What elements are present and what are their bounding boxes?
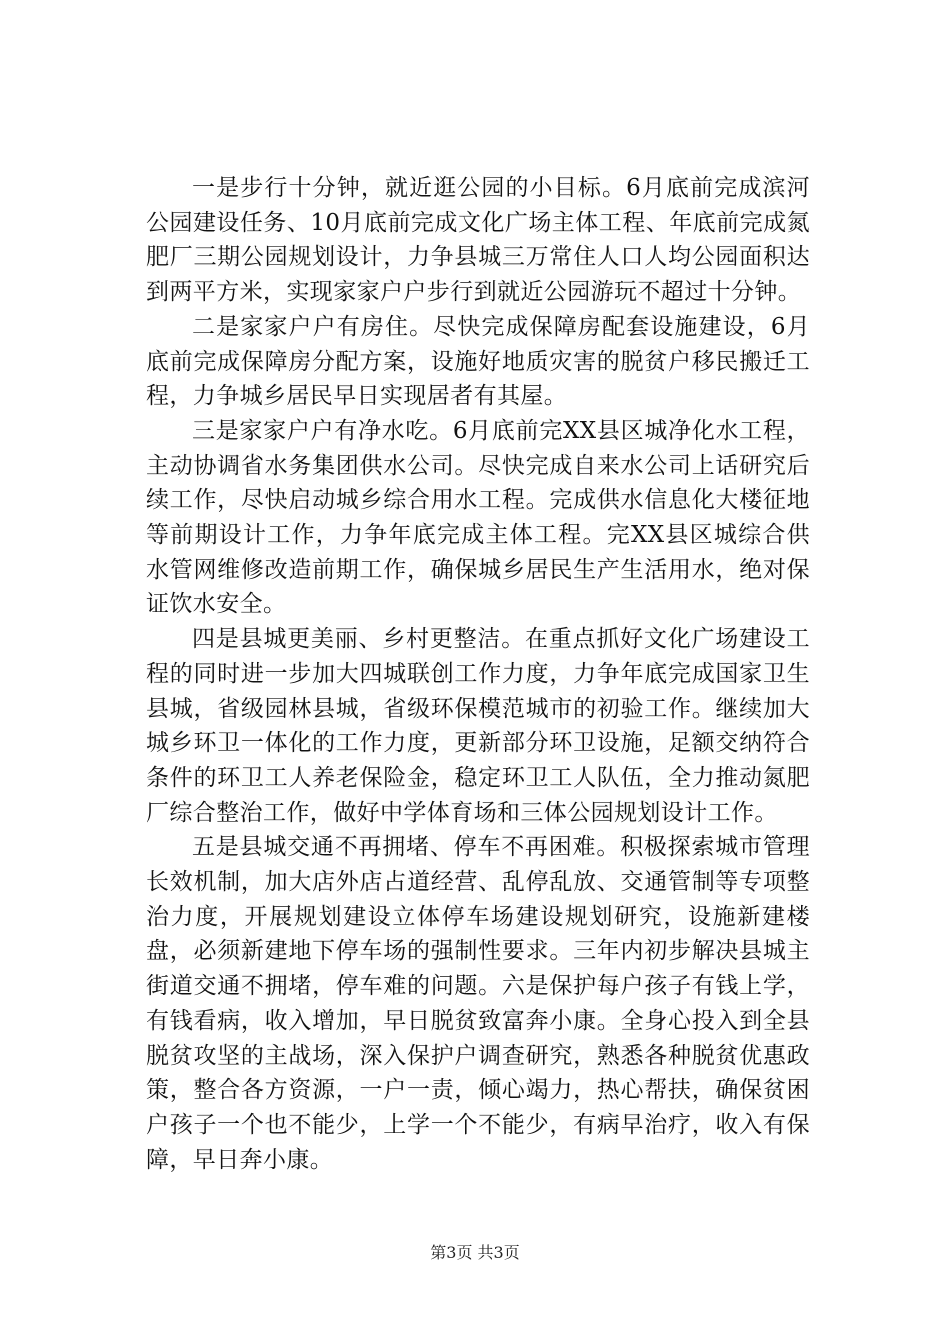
paragraph-housing: 二是家家户户有房住。尽快完成保障房配套设施建设，6月底前完成保障房分配方案，设施好地质灾害的脱贫户移民搬迁工程，力争城乡居民早日实现居者有其屋。: [146, 313, 810, 410]
paragraph-traffic-and-poverty: 五是县城交通不再拥堵、停车不再困难。积极探索城市管理长效机制，加大店外店占道经营、乱停乱放、交通管制等专项整治力度，开展规划建设立体停车场建设规划研究，设施新建楼盘，必须新建地下停车场的强制性要求。三年内初步解决县城主街道交通不拥堵，停车难的问题。六是保护每户孩子有钱上学，有钱看病，收入增加，早日脱贫致富奔小康。全身心投入到全县脱贫攻坚的主战场，深入保护户调查研究，熟悉各种脱贫优惠政策，整合各方资源，一户一责，倾心竭力，热心帮扶，确保贫困户孩子一个也不能少，上学一个不能少，有病早治疗，收入有保障，早日奔小康。: [146, 834, 810, 1173]
document-body: [146, 171, 810, 1177]
paragraph-walk-to-park: 一是步行十分钟，就近逛公园的小目标。6月底前完成滨河公园建设任务、10月底前完成文化广场主体工程、年底前完成氮肥厂三期公园规划设计，力争县城三万常住人口人均公园面积达到两平方米，实现家家户户步行到就近公园游玩不超过十分钟。: [146, 175, 810, 306]
paragraph-city-beautification: 四是县城更美丽、乡村更整洁。在重点抓好文化广场建设工程的同时进一步加大四城联创工作力度，力争年底完成国家卫生县城，省级园林县城，省级环保模范城市的初验工作。继续加大城乡环卫一体化的工作力度，更新部分环卫设施，足额交纳符合条件的环卫工人养老保险金，稳定环卫工人队伍，全力推动氮肥厂综合整治工作，做好中学体育场和三体公园规划设计工作。: [146, 626, 810, 826]
page-number-footer: 第3页 共3页: [430, 1243, 520, 1262]
paragraph-clean-water: 三是家家户户有净水吃。6月底前完XX县区城净化水工程，主动协调省水务集团供水公司。尽快完成自来水公司上话研究后续工作，尽快启动城乡综合用水工程。完成供水信息化大楼征地等前期设计工作，力争年底完成主体工程。完XX县区城综合供水管网维修改造前期工作，确保城乡居民生产生活用水，绝对保证饮水安全。: [146, 417, 810, 618]
